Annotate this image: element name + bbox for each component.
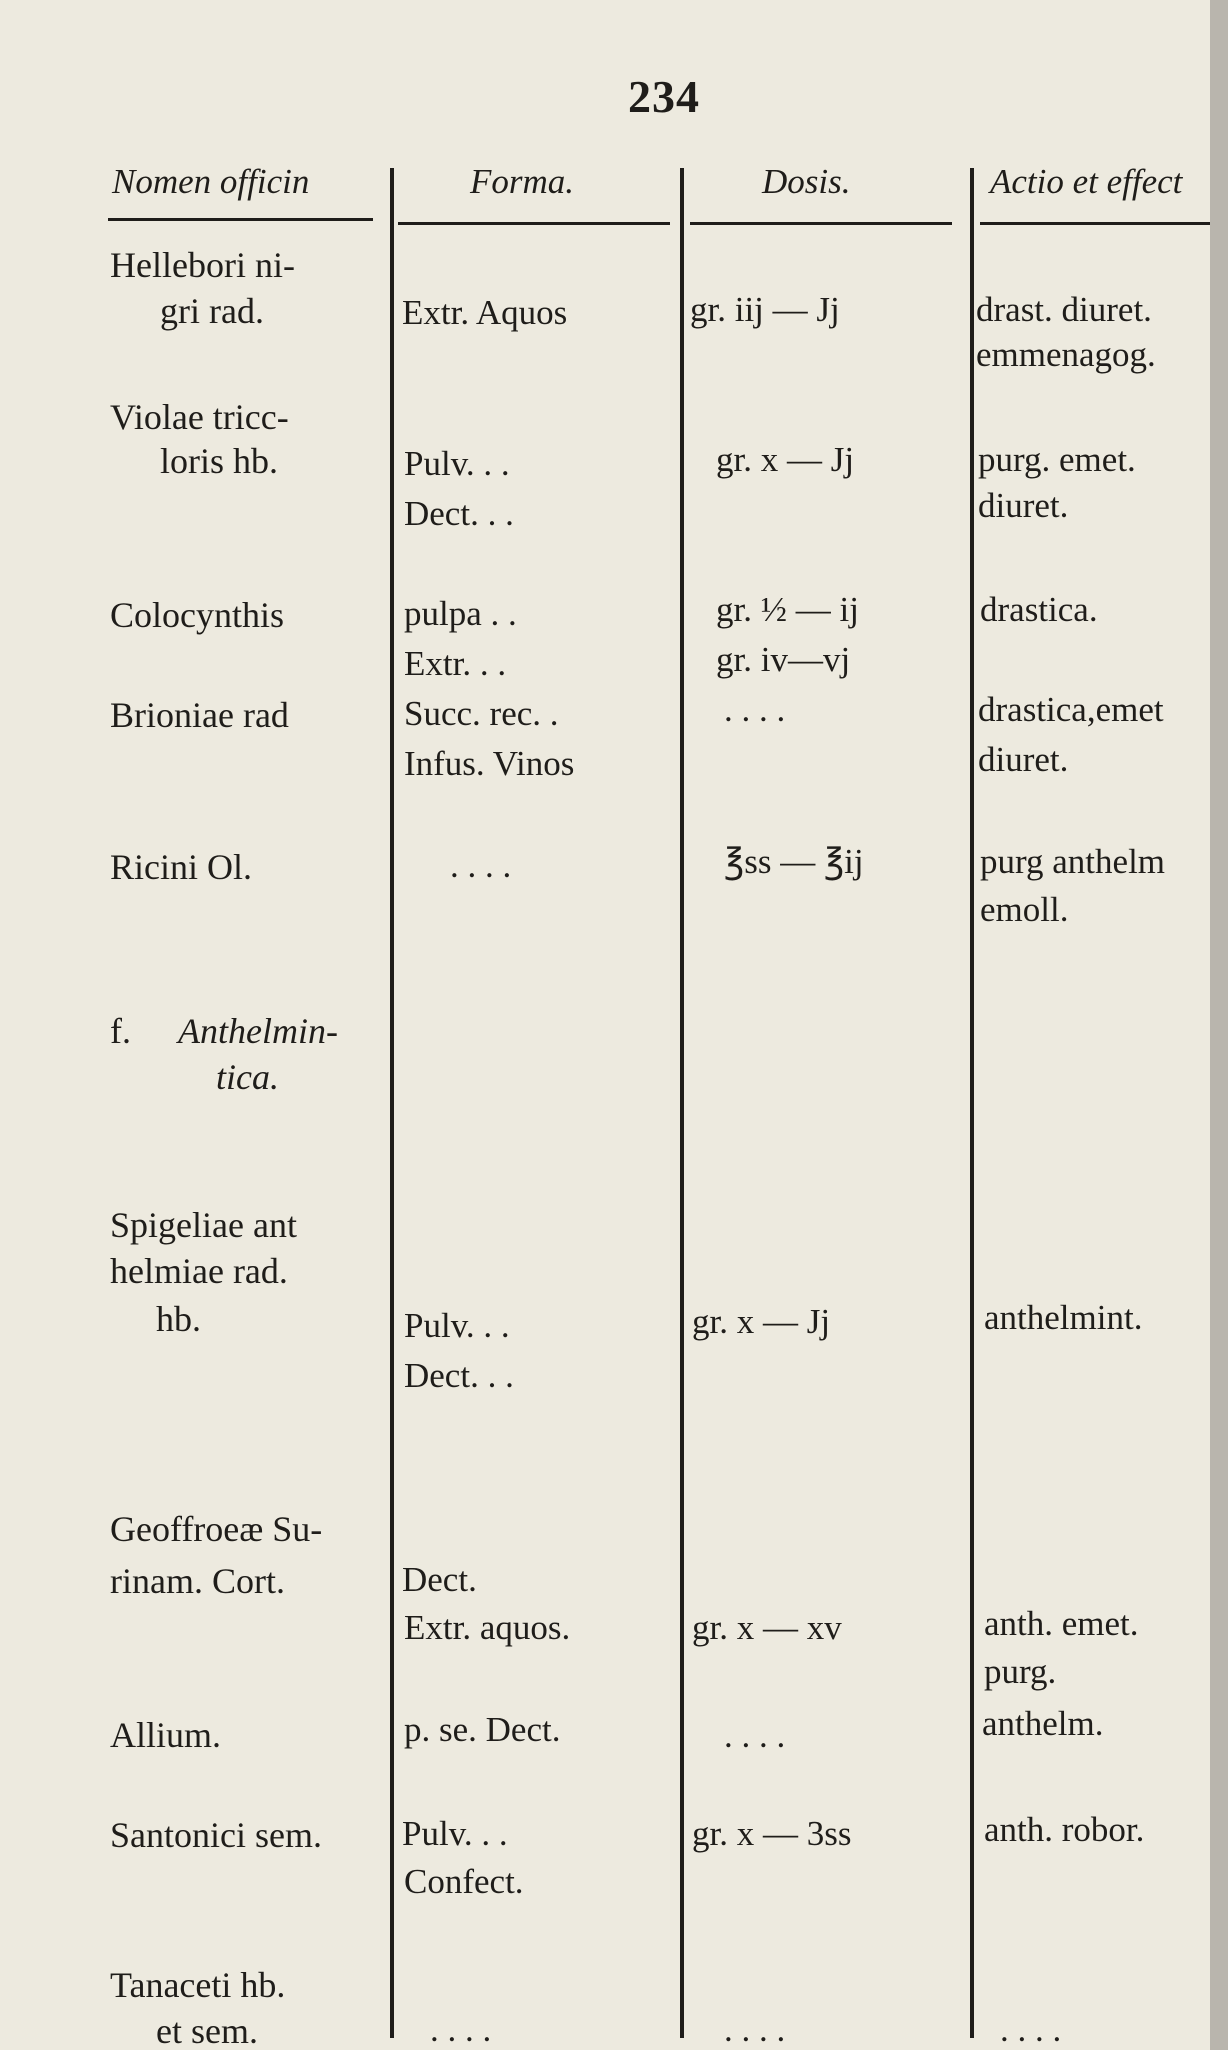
forma-line: Pulv. . .: [404, 444, 510, 483]
column-rule-2: [680, 168, 684, 2038]
forma-line: Confect.: [404, 1862, 524, 1901]
actio-line: diuret.: [978, 740, 1069, 779]
header-rule-forma: [398, 222, 670, 225]
nomen-line: Spigeliae ant: [110, 1205, 297, 1245]
forma-line: . . . .: [430, 2010, 492, 2049]
dosis-line: ℥ss — ℥ij: [724, 842, 864, 881]
page-edge-shadow: [1210, 0, 1228, 2050]
actio-line: . . . .: [1000, 2010, 1062, 2049]
actio-line: purg. emet.: [978, 440, 1136, 479]
dosis-line: gr. iv—vj: [716, 640, 851, 679]
actio-line: diuret.: [978, 486, 1069, 525]
actio-line: anth. emet.: [984, 1604, 1139, 1643]
dosis-line: gr. iij — Jj: [690, 290, 840, 329]
column-rule-3: [970, 168, 974, 2038]
dosis-line: . . . .: [724, 2010, 786, 2049]
nomen-line: Geoffroeæ Su-: [110, 1509, 323, 1549]
dosis-line: gr. x — 3ss: [692, 1814, 852, 1853]
dosis-line: . . . .: [724, 1716, 786, 1755]
nomen-line: gri rad.: [160, 291, 264, 331]
nomen-line: Colocynthis: [110, 595, 285, 635]
column-rule-1: [390, 168, 394, 2038]
header-rule-nomen: [108, 218, 373, 221]
forma-line: Extr. . .: [404, 644, 507, 683]
actio-line: drastica.: [980, 590, 1098, 629]
header-forma: Forma.: [470, 162, 575, 201]
actio-line: anthelm.: [982, 1704, 1104, 1743]
actio-line: emmenagog.: [976, 335, 1156, 374]
dosis-line: . . . .: [724, 690, 786, 729]
nomen-line: Allium.: [110, 1715, 222, 1755]
dosis-line: gr. x — Jj: [716, 440, 855, 479]
actio-line: emoll.: [980, 890, 1069, 929]
forma-line: pulpa . .: [404, 594, 517, 633]
nomen-line: Brioniae rad: [110, 695, 289, 735]
actio-line: drast. diuret.: [976, 290, 1152, 329]
forma-line: Succ. rec. .: [404, 694, 559, 733]
nomen-line: Violae tricc-: [110, 397, 289, 437]
forma-line: p. se. Dect.: [404, 1710, 561, 1749]
dosis-line: gr. x — xv: [692, 1608, 842, 1647]
actio-line: purg.: [984, 1652, 1057, 1691]
nomen-line: Tanaceti hb.: [110, 1965, 286, 2005]
section-title: tica.: [216, 1057, 279, 1097]
forma-line: Dect. . .: [404, 1356, 514, 1395]
forma-line: . . . .: [450, 846, 512, 885]
forma-line: Extr. Aquos: [402, 293, 568, 332]
header-rule-actio: [980, 222, 1210, 225]
nomen-line: et sem.: [156, 2011, 258, 2050]
page-number: 234: [628, 71, 700, 122]
nomen-line: Ricini Ol.: [110, 847, 252, 887]
forma-line: Pulv. . .: [402, 1814, 508, 1853]
section-letter: f.: [110, 1011, 131, 1051]
actio-line: purg anthelm: [980, 842, 1166, 881]
nomen-line: hb.: [156, 1299, 201, 1339]
actio-line: anthelmint.: [984, 1298, 1143, 1337]
header-dosis: Dosis.: [762, 162, 851, 201]
nomen-line: Santonici sem.: [110, 1815, 322, 1855]
nomen-line: rinam. Cort.: [110, 1561, 285, 1601]
forma-line: Extr. aquos.: [404, 1608, 571, 1647]
forma-line: Pulv. . .: [404, 1306, 510, 1345]
section-title: Anthelmin-: [178, 1011, 338, 1051]
dosis-line: gr. ½ — ij: [716, 590, 859, 629]
forma-line: Dect. . .: [404, 494, 514, 533]
nomen-line: Hellebori ni-: [110, 245, 295, 285]
dosis-line: gr. x — Jj: [692, 1302, 831, 1341]
header-rule-dosis: [690, 222, 952, 225]
nomen-line: loris hb.: [160, 441, 279, 481]
header-actio: Actio et effect: [990, 162, 1183, 201]
forma-line: Dect.: [402, 1560, 477, 1599]
forma-line: Infus. Vinos: [404, 744, 575, 783]
actio-line: anth. robor.: [984, 1810, 1145, 1849]
nomen-line: helmiae rad.: [110, 1251, 288, 1291]
actio-line: drastica,emet: [978, 690, 1164, 729]
header-nomen-officin: Nomen officin: [112, 162, 310, 201]
